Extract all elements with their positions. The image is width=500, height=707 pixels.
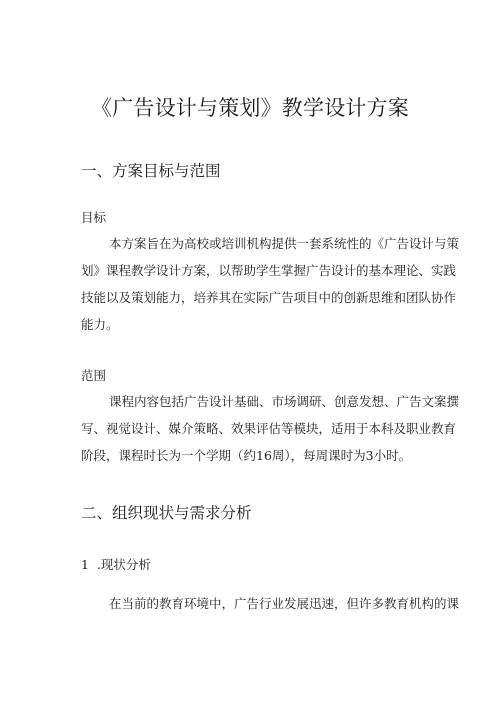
subsection-label-status-analysis: 1 .现状分析 <box>81 557 151 572</box>
paragraph-line: 本方案旨在为高校或培训机构提供一套系统性的《广告设计与策 <box>109 236 460 251</box>
paragraph-line: 在当前的教育环境中，广告行业发展迅速，但许多教育机构的课 <box>109 596 460 611</box>
section-heading-status-needs: 二、组织现状与需求分析 <box>81 504 252 522</box>
paragraph-scope <box>81 388 460 469</box>
document-title: 《广告设计与策划》教学设计方案 <box>91 96 409 120</box>
paragraph-line: 写、视觉设计、媒介策略、效果评估等模块，适用于本科及职业教育 <box>81 421 457 436</box>
paragraph-line: 课程内容包括广告设计基础、市场调研、创意发想、广告文案撰 <box>109 394 460 409</box>
paragraph-line: 阶段，课程时长为一个学期（约16周），每周课时为3小时。 <box>81 448 412 463</box>
paragraph-goal <box>81 230 460 338</box>
paragraph-line: 能力。 <box>81 317 119 332</box>
paragraph-status-analysis <box>81 590 460 617</box>
paragraph-line: 划》课程教学设计方案，以帮助学生掌握广告设计的基本理论、实践 <box>81 263 457 278</box>
subsection-label-scope: 范围 <box>81 368 107 383</box>
section-heading-goals-scope: 一、方案目标与范围 <box>81 162 221 180</box>
subsection-label-goal: 目标 <box>81 210 107 225</box>
paragraph-line: 技能以及策划能力，培养其在实际广告项目中的创新思维和团队协作 <box>81 290 457 305</box>
